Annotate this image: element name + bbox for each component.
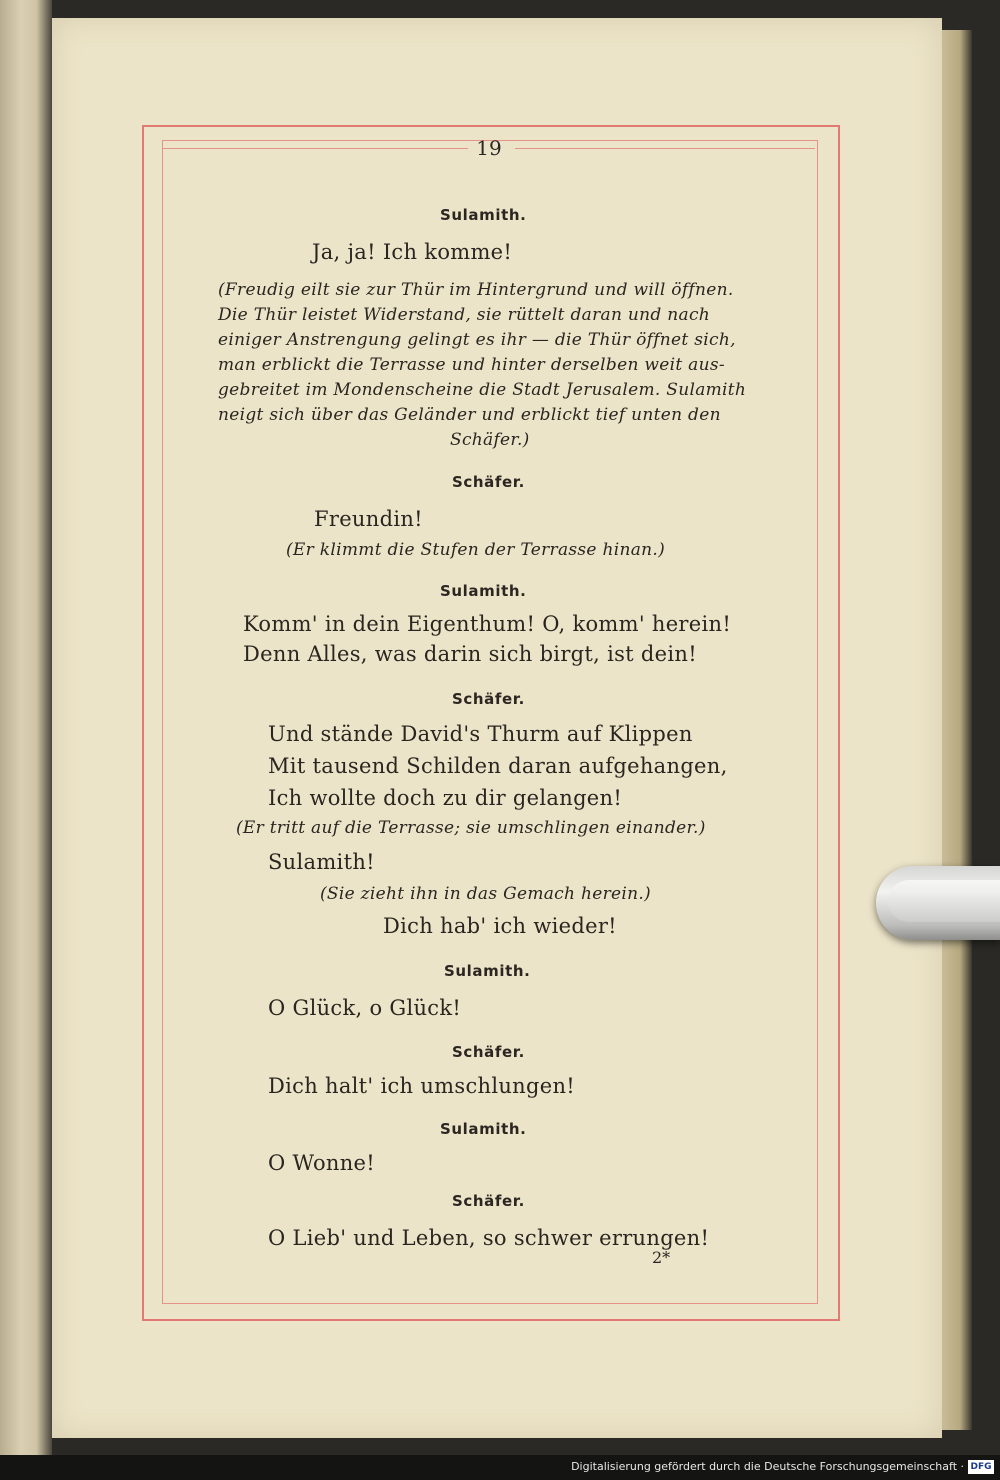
verse-line: Dich hab' ich wieder! — [383, 914, 617, 938]
stage-direction-line: (Er tritt auf die Terrasse; sie umschlingen einander.) — [236, 818, 706, 838]
speaker-sulamith: Sulamith. — [440, 582, 527, 600]
verse-line: Dich halt' ich umschlungen! — [268, 1074, 576, 1098]
stage-direction-line: Schäfer.) — [450, 430, 530, 450]
stage-direction-line: man erblickt die Terrasse und hinter derselben weit aus- — [218, 355, 725, 375]
stage-direction-line: gebreitet im Mondenscheine die Stadt Jerusalem. Sulamith — [218, 380, 747, 400]
speaker-sulamith: Sulamith. — [440, 206, 527, 224]
dfg-logo: DFG — [968, 1460, 994, 1474]
speaker-schaefer: Schäfer. — [452, 473, 525, 491]
stage-direction-line: Die Thür leistet Widerstand, sie rüttelt daran und nach — [218, 305, 711, 325]
verse-line: Denn Alles, was darin sich birgt, ist dein! — [243, 642, 697, 666]
page-clip — [876, 866, 1000, 940]
stage-direction-line: neigt sich über das Geländer und erblickt tief unten den — [218, 405, 721, 425]
speaker-schaefer: Schäfer. — [452, 690, 525, 708]
footer-bar — [0, 1455, 1000, 1480]
speaker-schaefer: Schäfer. — [452, 1043, 525, 1061]
page-number: 19 — [476, 136, 502, 160]
stage-direction-line: (Freudig eilt sie zur Thür im Hintergrund und will öffnen. — [218, 280, 734, 300]
speaker-schaefer: Schäfer. — [452, 1192, 525, 1210]
verse-line: O Wonne! — [268, 1151, 376, 1175]
verse-line: Und stände David's Thurm auf Klippen — [268, 722, 693, 746]
verse-line: Komm' in dein Eigenthum! O, komm' herein! — [243, 612, 732, 636]
verse-line: O Lieb' und Leben, so schwer errungen! — [268, 1226, 710, 1250]
verse-line: Sulamith! — [268, 850, 375, 874]
verse-line: Ja, ja! Ich komme! — [312, 240, 513, 264]
footer-credit: Digitalisierung gefördert durch die Deutsche Forschungsgemeinschaft · — [571, 1460, 964, 1473]
verse-line: Ich wollte doch zu dir gelangen! — [268, 786, 623, 810]
verse-line: Freundin! — [314, 507, 423, 531]
right-page-edge — [942, 30, 972, 1430]
signature-mark: 2* — [652, 1248, 671, 1267]
speaker-sulamith: Sulamith. — [440, 1120, 527, 1138]
stage-direction-line: einiger Anstrengung gelingt es ihr — die Thür öffnet sich, — [218, 330, 736, 350]
stage-direction-line: (Sie zieht ihn in das Gemach herein.) — [320, 884, 651, 904]
left-page-edge — [0, 0, 52, 1455]
speaker-sulamith: Sulamith. — [444, 962, 531, 980]
verse-line: O Glück, o Glück! — [268, 996, 462, 1020]
stage-direction-line: (Er klimmt die Stufen der Terrasse hinan.) — [286, 540, 666, 560]
verse-line: Mit tausend Schilden daran aufgehangen, — [268, 754, 728, 778]
